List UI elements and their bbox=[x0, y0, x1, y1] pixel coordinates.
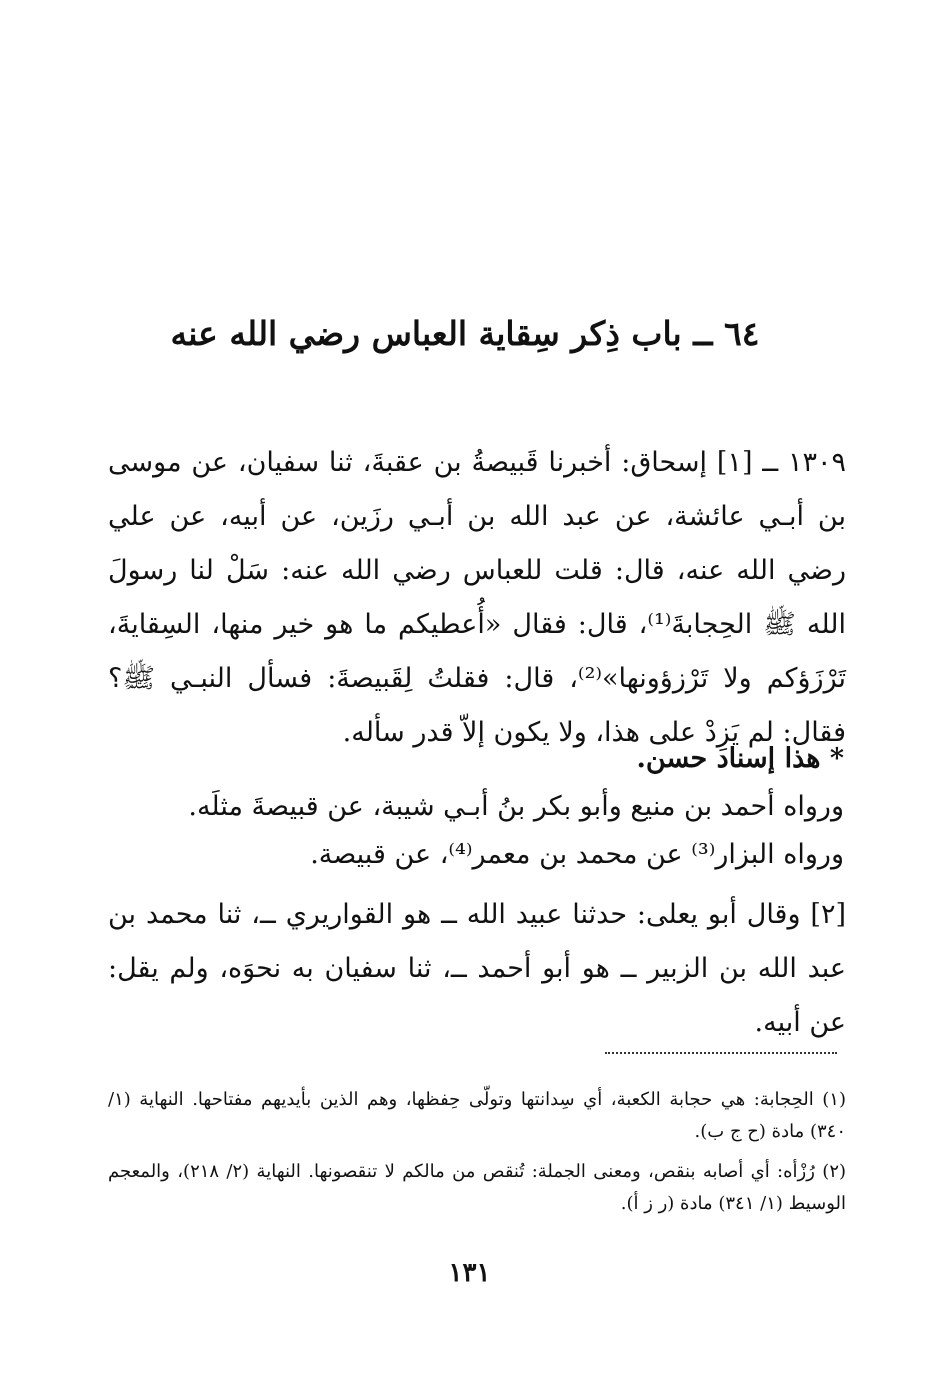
chapter-title: ٦٤ ــ باب ذِكر سِقاية العباس رضي الله عنه bbox=[170, 314, 760, 353]
hadith-paragraph-2: [٢] وقال أبو يعلى: حدثنا عبيد الله ــ هو القواريري ــ، ثنا محمد بن عبد الله بن الزبير ــ هو أبو أحمد ــ، ثنا سفيان به نحوَه، ولم يقل: عن أبيه. bbox=[108, 899, 846, 1038]
footnote-1: (١) الحِجابة: هي حجابة الكعبة، أي سِدانتها وتولّى حِفظها، وهم الذين بأيديهم مفتاحها. النهاية (١/ ٣٤٠) مادة (ح ج ب). bbox=[108, 1089, 846, 1142]
hadith-paragraph-1: ١٣٠٩ ــ [١] إسحاق: أخبرنا قَبيصةُ بن عقبةَ، ثنا سفيان، عن موسى بن أبـي عائشة، عن عبد الله بن أبـي رزَين، عن أبيه، عن علي رضي الله عنه، قال: قلت للعباس رضي الله عنه: سَلْ لنا رسولَ الله ﷺ الحِجابةَ⁽¹⁾، قال: فقال «أُعطيكم ما هو خير منها، السِقايةَ، تَرْزَؤكم ولا تَرْزؤونها»⁽²⁾، قال: فقلتُ لِقَبيصةَ: فسأل النبـي ﷺ؟ فقال: لم يَزِدْ على هذا، ولا يكون إلاّ قدر سأله. bbox=[108, 447, 847, 748]
grading-line: * هذا إسناد حسن. bbox=[636, 743, 844, 774]
narration-line-1: ورواه أحمد بن منيع وأبو بكر بنُ أبـي شيبة، عن قبيصةَ مثلَه. bbox=[188, 791, 844, 822]
footnote-separator bbox=[605, 1052, 837, 1054]
narration-line-2: ورواه البزار⁽³⁾ عن محمد بن معمر⁽⁴⁾، عن قبيصة. bbox=[310, 839, 844, 870]
page-number: ١٣١ bbox=[448, 1258, 491, 1288]
footnote-2: (٢) رُزْأه: أي أصابه بنقص، ومعنى الجملة: تُنقص من مالكم لا تنقصونها. النهاية (٢/ ٢١٨)، والمعجم الوسيط (١/ ٣٤١) مادة (ر ز أ). bbox=[108, 1161, 847, 1214]
